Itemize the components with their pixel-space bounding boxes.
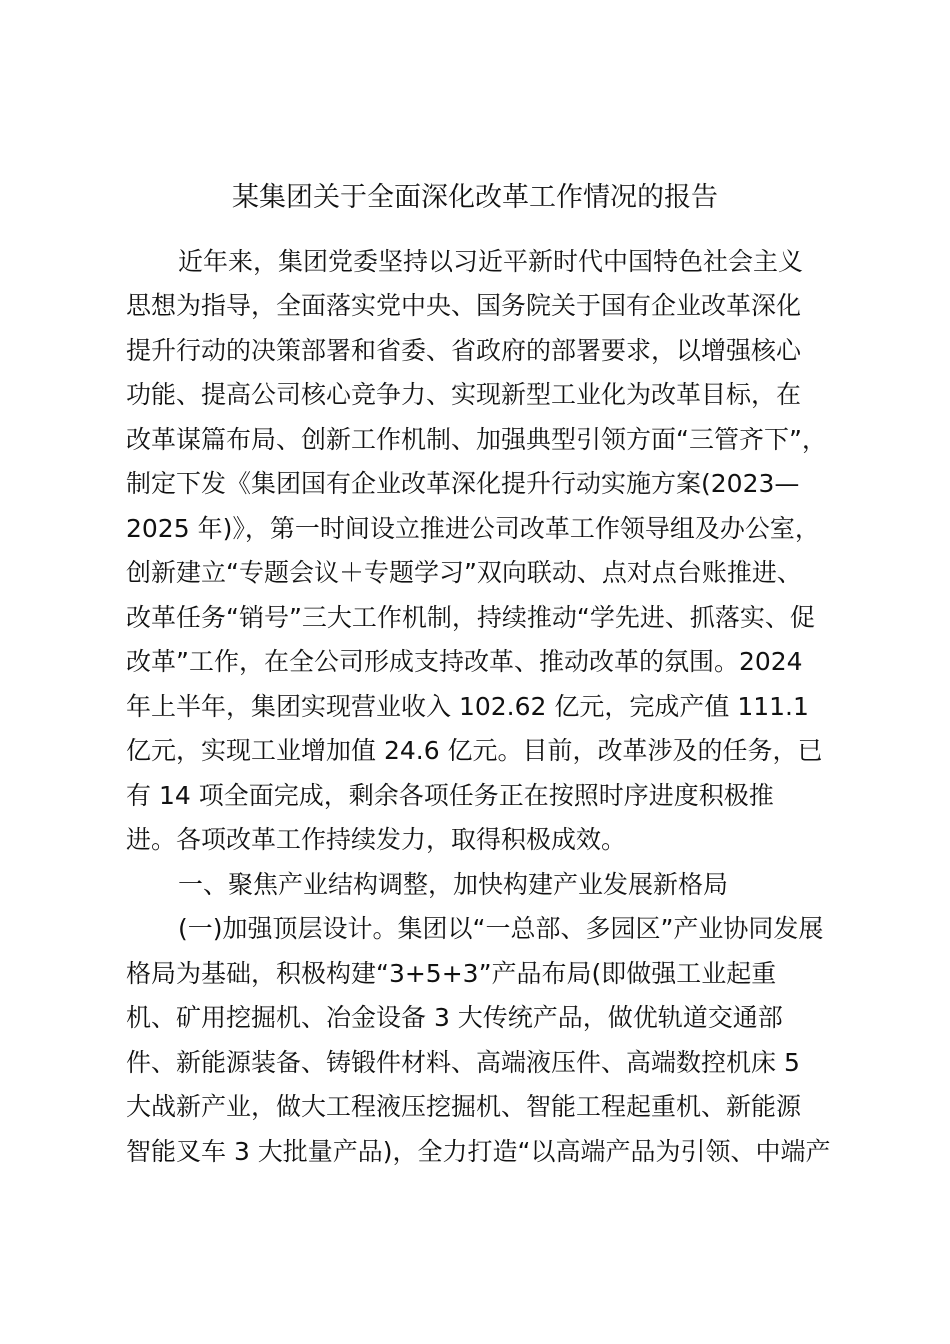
paragraph-line: 改革”工作，在全公司形成支持改革、推动改革的氛围。2024 [126,647,803,676]
paragraph-line: 2025 年)》，第一时间设立推进公司改革工作领导组及办公室， [126,514,820,543]
paragraph-line: 件、新能源装备、铸锻件材料、高端液压件、高端数控机床 5 [126,1048,800,1077]
paragraph-line: 功能、提高公司核心竞争力、实现新型工业化为改革目标，在 [126,380,802,409]
paragraph-line: 格局为基础，积极构建“3+5+3”产品布局(即做强工业起重 [126,959,777,988]
paragraph-line: 创新建立“专题会议＋专题学习”双向联动、点对点台账推进、 [126,558,802,587]
paragraph-line: 大战新产业，做大工程液压挖掘机、智能工程起重机、新能源 [126,1092,802,1121]
paragraph-line: 亿元，实现工业增加值 24.6 亿元。目前，改革涉及的任务，已 [126,736,823,765]
paragraph-line: (一)加强顶层设计。集团以“一总部、多园区”产业协同发展 [178,914,824,943]
paragraph-line: 有 14 项全面完成，剩余各项任务正在按照时序进度积极推 [126,781,774,810]
paragraph-line: 近年来，集团党委坚持以习近平新时代中国特色社会主义 [178,247,804,276]
paragraph-line: 改革谋篇布局、创新工作机制、加强典型引领方面“三管齐下”， [126,425,827,454]
section-heading: 一、聚焦产业结构调整，加快构建产业发展新格局 [178,870,729,899]
paragraph-line: 智能叉车 3 大批量产品)，全力打造“以高端产品为引领、中端产 [126,1137,831,1166]
paragraph-line: 年上半年，集团实现营业收入 102.62 亿元，完成产值 111.1 [126,692,809,721]
paragraph-line: 改革任务“销号”三大工作机制，持续推动“学先进、抓落实、促 [126,603,815,632]
paragraph-line: 制定下发《集团国有企业改革深化提升行动实施方案(2023— [126,469,800,498]
paragraph-line: 进。各项改革工作持续发力，取得积极成效。 [126,825,627,854]
paragraph-line: 思想为指导，全面落实党中央、国务院关于国有企业改革深化 [126,291,802,320]
paragraph-line: 提升行动的决策部署和省委、省政府的部署要求，以增强核心 [126,336,802,365]
document-title: 某集团关于全面深化改革工作情况的报告 [232,182,718,213]
paragraph-line: 机、矿用挖掘机、冶金设备 3 大传统产品，做优轨道交通部 [126,1003,783,1032]
